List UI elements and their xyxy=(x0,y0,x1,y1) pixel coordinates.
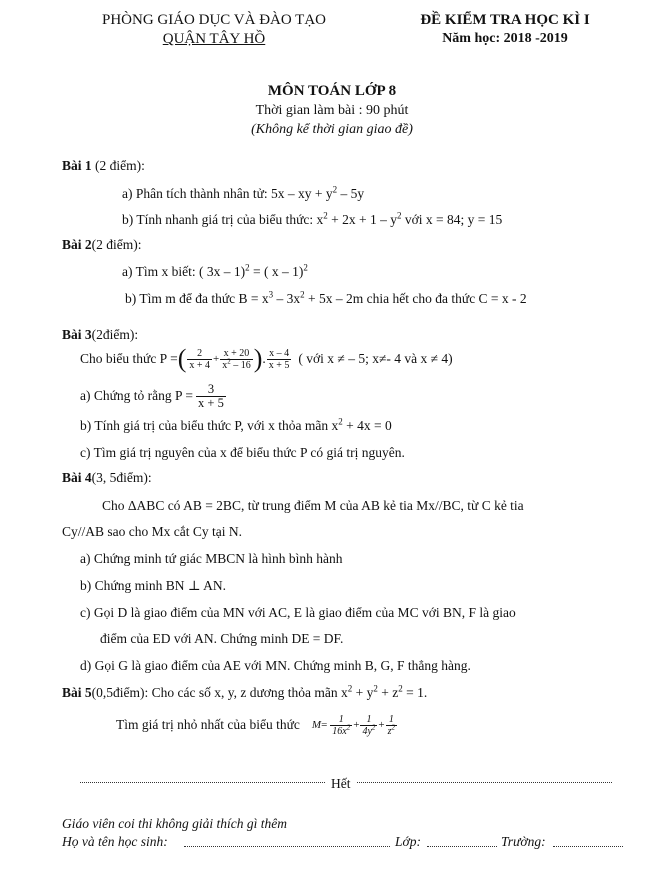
question-3a: a) Chứng tỏ rằng P = $\frac{3}{x + 5}$ xyxy=(80,381,224,410)
department-name: PHÒNG GIÁO DỤC VÀ ĐÀO TẠO xyxy=(101,12,327,28)
end-dotted-line-left xyxy=(80,782,325,783)
question-4c-line1: c) Gọi D là giao điểm của MN với AC, E là giao điểm của MC với BN, F là giao xyxy=(80,605,516,620)
question-4-heading: Bài 4(3, 5điểm): xyxy=(62,470,152,485)
school-label: Trường: xyxy=(501,834,546,849)
class-field xyxy=(427,846,497,847)
question-3-heading: Bài 3(2điểm): xyxy=(62,327,139,342)
district-name: QUẬN TÂY HỒ xyxy=(162,31,266,47)
question-1-heading: Bài 1 (2 điểm): xyxy=(62,158,145,173)
exam-title: ĐỀ KIỂM TRA HỌC KÌ I xyxy=(420,12,590,28)
subject-title: MÔN TOÁN LỚP 8 xyxy=(267,83,397,99)
question-4c-line2: điểm của ED với AN. Chứng minh DE = DF. xyxy=(100,631,344,646)
school-field xyxy=(553,846,623,847)
question-4-intro-line1: Cho ΔABC có AB = 2BC, từ trung điểm M của AB kẻ tia Mx//BC, từ C kẻ tia xyxy=(102,498,524,513)
time-note: (Không kể thời gian giao đề) xyxy=(251,122,413,137)
fraction-2: $\frac{x + 20}{x^2 - 16}$ xyxy=(222,347,251,371)
question-4d: d) Gọi G là giao điểm của AE với MN. Chứng minh B, G, F thẳng hàng. xyxy=(80,658,471,673)
end-marker: Hết xyxy=(331,776,351,791)
question-2b: b) Tìm m để đa thức $B = x^3 - 3x^2 + 5x - 2m$ chia hết cho đa thức C = x - 2 xyxy=(125,289,527,306)
question-3b: b) Tính giá trị của biểu thức P, với x thỏa mãn $x^2 + 4x = 0$ xyxy=(80,416,392,433)
school-year: Năm học: 2018 -2019 xyxy=(442,31,568,46)
student-name-label: Họ và tên học sinh: xyxy=(62,834,168,849)
question-5-find-min: Tìm giá trị nhỏ nhất của biểu thức M = $\frac{1}{16x^2}$ + $\frac{1}{4y^2}$ + $\frac{1}{z^2}$ xyxy=(116,713,396,737)
proctor-note: Giáo viên coi thi không giải thích gì thêm xyxy=(62,816,287,831)
class-label: Lớp: xyxy=(395,834,421,849)
question-3c: c) Tìm giá trị nguyên của x để biểu thức P có giá trị nguyên. xyxy=(80,445,405,460)
student-name-field xyxy=(184,846,390,847)
question-5-heading: Bài 5(0,5điểm): Cho các số x, y, z dương thỏa mãn $x^2 + y^2 + z^2 = 1$. xyxy=(62,683,428,700)
question-1a: a) Phân tích thành nhân tử: 5x – xy + $y^2 - 5y$ xyxy=(122,184,365,201)
question-4b: b) Chứng minh BN ⊥ AN. xyxy=(80,578,227,593)
end-dotted-line-right xyxy=(357,782,612,783)
time-limit: Thời gian làm bài : 90 phút xyxy=(255,103,409,118)
question-1b: b) Tính nhanh giá trị của biểu thức: $x^2 + 2x + 1 - y^2$ với x = 84; y = 15 xyxy=(122,210,503,227)
expression-P: Cho biểu thức P = ( $\frac{2}{x + 4}$ + $\frac{x + 20}{x^2 - 16}$ ) . $\frac{x - 4}{x + 5}$ ( với x ≠ – 5; x≠- 4 và x ≠ 4) xyxy=(80,344,453,373)
question-4-intro-line2: Cy//AB sao cho Mx cắt Cy tại N. xyxy=(62,524,242,539)
fraction-3: $\frac{x - 4}{x + 5}$ xyxy=(268,347,290,371)
question-4a: a) Chứng minh tứ giác MBCN là hình bình hành xyxy=(80,551,343,566)
question-2a: a) Tìm x biết: ( 3x – 1)$^2$ = ( x – 1)$^2$ xyxy=(122,262,308,279)
fraction-1: $\frac{2}{x + 4}$ xyxy=(189,347,210,371)
question-2-heading: Bài 2(2 điểm): xyxy=(62,237,142,252)
